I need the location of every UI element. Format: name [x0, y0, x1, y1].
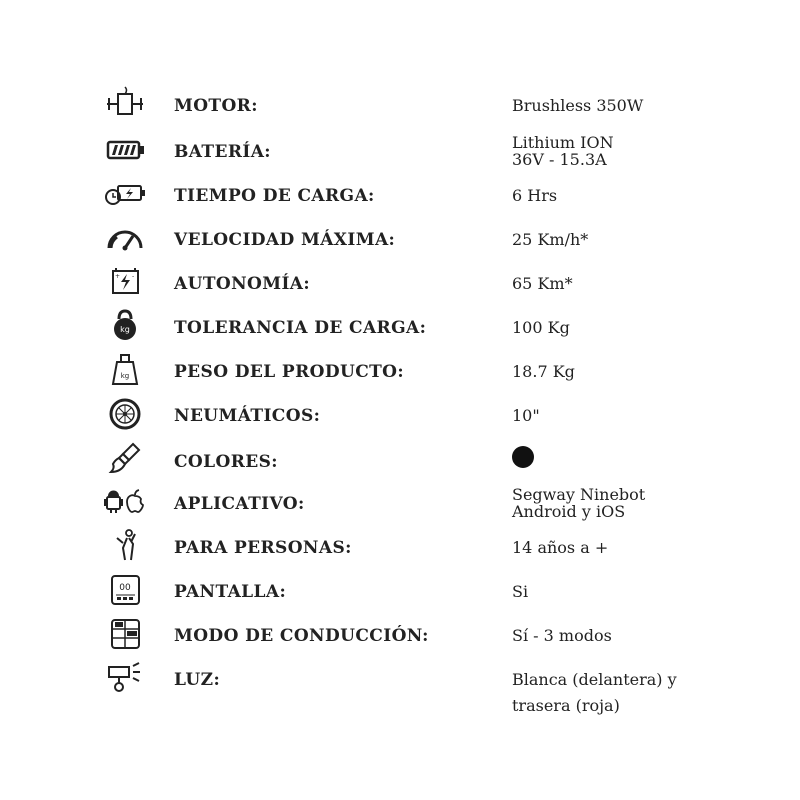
spec-value: Si [512, 582, 529, 601]
spec-label: PANTALLA: [174, 582, 287, 602]
autonomy-battery-icon [100, 264, 150, 300]
android-apple-icon [100, 484, 150, 520]
spec-label: NEUMÁTICOS: [174, 406, 321, 426]
riding-mode-icon [100, 616, 150, 652]
spec-label: MOTOR: [174, 96, 258, 116]
tire-icon [100, 396, 150, 432]
spec-label: PARA PERSONAS: [174, 538, 352, 558]
spec-value: 6 Hrs [512, 186, 558, 205]
spec-label: TOLERANCIA DE CARGA: [174, 318, 427, 338]
svg-text:kg: kg [120, 372, 130, 380]
spec-value: 25 Km/h* [512, 230, 589, 249]
spec-label: APLICATIVO: [174, 494, 305, 514]
spec-value: 65 Km* [512, 274, 573, 293]
spec-label: VELOCIDAD MÁXIMA: [174, 230, 396, 250]
spec-value: 10" [512, 406, 540, 425]
charge-time-icon [100, 176, 150, 212]
spec-label: COLORES: [174, 452, 278, 472]
svg-text:kg: kg [120, 325, 130, 334]
person-icon [100, 528, 150, 564]
spec-value: Blanca (delantera) y trasera (roja) [512, 670, 677, 715]
svg-text:-: - [132, 273, 135, 280]
spec-label: BATERÍA: [174, 142, 271, 162]
motor-icon [100, 86, 150, 122]
light-icon [100, 660, 150, 696]
color-dot-black [512, 446, 534, 468]
spec-value: 18.7 Kg [512, 362, 575, 381]
spec-value: Lithium ION 36V - 15.3A [512, 133, 614, 169]
spec-value: Sí - 3 modos [512, 626, 612, 645]
color-swatch [512, 446, 534, 471]
spec-label: PESO DEL PRODUCTO: [174, 362, 405, 382]
weight-icon [100, 352, 150, 388]
kettlebell-icon [100, 308, 150, 344]
battery-icon [100, 132, 150, 168]
spec-value: Brushless 350W [512, 96, 644, 115]
spec-value: Segway Ninebot Android y iOS [512, 485, 646, 521]
paint-brush-icon [100, 440, 150, 476]
spec-label: LUZ: [174, 670, 221, 690]
spec-label: TIEMPO DE CARGA: [174, 186, 375, 206]
spec-label: MODO DE CONDUCCIÓN: [174, 626, 429, 646]
display-icon [100, 572, 150, 608]
svg-text:+: + [115, 273, 121, 280]
spec-value: 14 años a + [512, 538, 609, 557]
speedometer-icon [100, 220, 150, 256]
svg-text:00: 00 [119, 583, 131, 593]
spec-value: 100 Kg [512, 318, 570, 337]
spec-label: AUTONOMÍA: [174, 274, 311, 294]
